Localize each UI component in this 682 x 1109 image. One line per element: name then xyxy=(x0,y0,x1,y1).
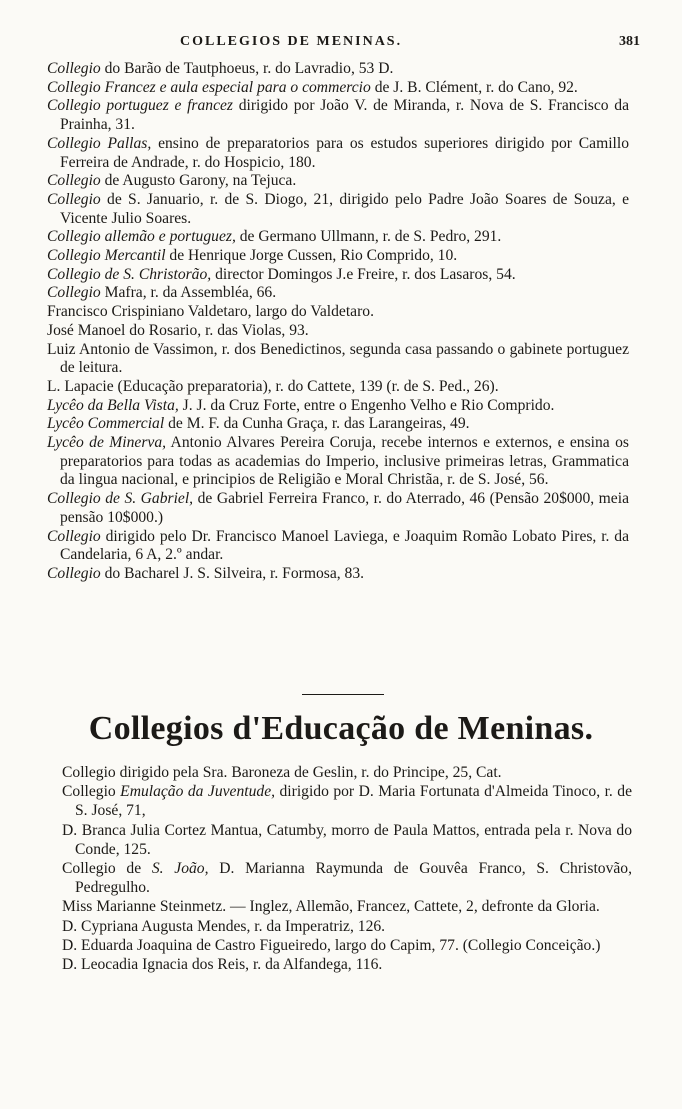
list-item: Collegio Pallas, ensino de preparatorios para os estudos superiores dirigido por Camillo Ferreira de Andrade, r. do Hospicio, 180. xyxy=(47,134,630,171)
list-item: D. Branca Julia Cortez Mantua, Catumby, morro de Paula Mattos, entrada pela r. Nova do Conde, 125. xyxy=(62,821,632,858)
list-item: Collegio Francez e aula especial para o commercio de J. B. Clément, r. do Cano, 92. xyxy=(47,78,578,96)
section-title: Collegios d'Educação de Meninas. xyxy=(88,710,594,747)
list-item: Collegio do Bacharel J. S. Silveira, r. Formosa, 83. xyxy=(47,564,365,582)
list-item: L. Lapacie (Educação preparatoria), r. do Cattete, 139 (r. de S. Ped., 26). xyxy=(47,377,499,395)
list-item: Francisco Crispiniano Valdetaro, largo do Valdetaro. xyxy=(47,303,374,321)
list-item: Miss Marianne Steinmetz. — Inglez, Allemão, Francez, Cattete, 2, defronte da Gloria. xyxy=(62,898,600,916)
list-item: Lycêo Commercial de M. F. da Cunha Graça, r. das Larangeiras, 49. xyxy=(47,415,470,433)
girls-schools-list xyxy=(62,763,632,974)
list-item: D. Cypriana Augusta Mendes, r. da Imperatriz, 126. xyxy=(62,917,386,935)
running-title: COLLEGIOS DE MENINAS. xyxy=(180,34,403,49)
list-item: Collegio allemão e portuguez, de Germano Ullmann, r. de S. Pedro, 291. xyxy=(47,228,502,246)
list-item: Collegio dirigido pela Sra. Baroneza de Geslin, r. do Principe, 25, Cat. xyxy=(62,764,502,781)
list-item: D. Eduarda Joaquina de Castro Figueiredo, largo do Capim, 77. (Collegio Conceição.) xyxy=(62,936,601,954)
list-item: Collegio do Barão de Tautphoeus, r. do Lavradio, 53 D. xyxy=(47,60,394,77)
list-item: Collegio portuguez e francez dirigido por João V. de Miranda, r. Nova de S. Francisco da Prainha, 31. xyxy=(47,97,630,134)
list-item: Luiz Antonio de Vassimon, r. dos Benedictinos, segunda casa passando o gabinete portuguez de leitura. xyxy=(47,340,629,377)
list-item: José Manoel do Rosario, r. das Violas, 93. xyxy=(47,321,309,339)
list-item: Collegio Mafra, r. da Assembléa, 66. xyxy=(47,284,277,302)
boys-schools-list xyxy=(47,60,629,584)
list-item: Lycêo de Minerva, Antonio Alvares Pereira Coruja, recebe internos e externos, e ensina os preparatorios para todas as academias do Imperio, inclusive primeiras letras, Grammatica da lingua nacional, e principios de Religião e Moral Christãa, r. de S. José, 56. xyxy=(47,434,629,489)
list-item: Collegio de Augusto Garony, na Tejuca. xyxy=(47,172,297,190)
section-divider xyxy=(302,694,384,695)
list-item: Lycêo da Bella Vista, J. J. da Cruz Forte, entre o Engenho Velho e Rio Comprido. xyxy=(47,396,555,414)
list-item: Collegio Emulação da Juventude, dirigido por D. Maria Fortunata d'Almeida Tinoco, r. de S. José, 71, xyxy=(62,783,632,820)
running-head xyxy=(60,34,640,54)
list-item: Collegio de S. Christorão, director Domingos J.e Freire, r. dos Lasaros, 54. xyxy=(47,265,516,283)
list-item: Collegio de S. João, D. Marianna Raymunda de Gouvêa Franco, S. Christovão, Pedregulho. xyxy=(62,860,632,897)
page-number: 381 xyxy=(619,34,640,49)
list-item: Collegio dirigido pelo Dr. Francisco Manoel Laviega, e Joaquim Romão Lobato Pires, r. da Candelaria, 6 A, 2.º andar. xyxy=(47,527,629,564)
list-item: Collegio de S. Gabriel, de Gabriel Ferreira Franco, r. do Aterrado, 46 (Pensão 20$000, meia pensão 10$000.) xyxy=(47,490,629,526)
list-item: Collegio Mercantil de Henrique Jorge Cussen, Rio Comprido, 10. xyxy=(47,247,458,265)
list-item: Collegio de S. Januario, r. de S. Diogo, 21, dirigido pelo Padre João Soares de Souza, e Vicente Julio Soares. xyxy=(47,190,629,227)
list-item: D. Leocadia Ignacia dos Reis, r. da Alfandega, 116. xyxy=(62,956,383,974)
